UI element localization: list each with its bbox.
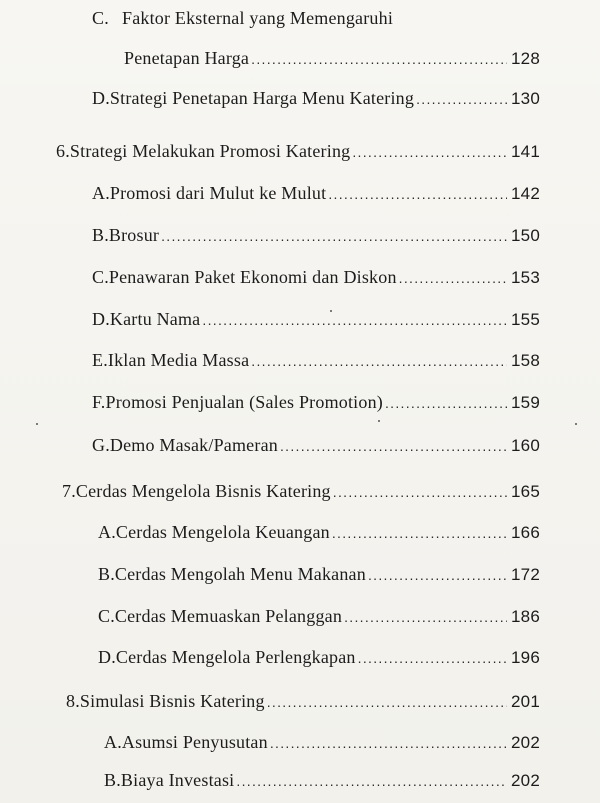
entry-marker: A.: [92, 183, 110, 203]
entry-marker: B.: [92, 225, 109, 245]
entry-page-number: 142: [511, 184, 540, 203]
entry-page-number: 160: [511, 436, 540, 455]
entry-page-number: 196: [511, 648, 540, 667]
entry-title: Asumsi Penyusutan: [121, 732, 268, 752]
scan-speck: [36, 423, 38, 425]
dot-leader: [251, 51, 507, 67]
entry-page-number: 186: [511, 607, 540, 626]
toc-entry: [98, 522, 540, 552]
chapter-number: 6.: [56, 141, 70, 161]
entry-title: Cerdas Mengolah Menu Makanan: [114, 564, 366, 584]
entry-marker: B.: [98, 564, 115, 584]
entry-marker: D.: [92, 309, 110, 329]
dot-leader: [251, 353, 507, 369]
toc-entry: [92, 309, 540, 339]
toc-entry: [98, 564, 540, 594]
entry-page-number: 150: [511, 226, 540, 245]
entry-title: Cerdas Mengelola Perlengkapan: [115, 647, 356, 667]
toc-entry: [92, 392, 540, 422]
toc-chapter: [66, 691, 540, 721]
entry-title: Penetapan Harga: [124, 48, 250, 68]
entry-title: Biaya Investasi: [120, 770, 235, 790]
entry-marker: C.: [92, 8, 109, 28]
toc-entry: [104, 732, 540, 762]
toc-entry: [92, 225, 540, 255]
chapter-title: Simulasi Bisnis Katering: [79, 691, 265, 711]
dot-leader: [333, 484, 507, 500]
dot-leader: [270, 735, 507, 751]
dot-leader: [267, 694, 507, 710]
dot-leader: [332, 525, 507, 541]
dot-leader: [358, 650, 507, 666]
entry-marker: D.: [98, 647, 116, 667]
entry-marker: E.: [92, 350, 108, 370]
entry-title: Iklan Media Massa: [107, 350, 250, 370]
toc-entry: [98, 606, 540, 636]
toc-entry: [92, 183, 540, 213]
dot-leader: [202, 312, 507, 328]
chapter-page-number: 141: [511, 142, 540, 161]
entry-page-number: 153: [511, 268, 540, 287]
entry-title: Promosi dari Mulut ke Mulut: [109, 183, 327, 203]
chapter-page-number: 201: [511, 692, 540, 711]
entry-title: Strategi Penetapan Harga Menu Katering: [109, 88, 415, 108]
toc-entry: [92, 267, 540, 297]
entry-marker: F.: [92, 392, 106, 412]
dot-leader: [328, 186, 507, 202]
toc-chapter: [62, 481, 540, 511]
entry-marker: A.: [98, 522, 116, 542]
entry-page-number: 158: [511, 351, 540, 370]
dot-leader: [399, 270, 507, 286]
entry-marker: B.: [104, 770, 121, 790]
entry-page-number: 172: [511, 565, 540, 584]
scan-speck: [378, 420, 380, 422]
dot-leader: [416, 91, 507, 107]
chapter-number: 7.: [62, 481, 76, 501]
entry-title: Cerdas Mengelola Keuangan: [115, 522, 330, 542]
entry-marker: C.: [98, 606, 115, 626]
entry-page-number: 155: [511, 310, 540, 329]
scan-speck: [575, 423, 577, 425]
dot-leader: [161, 228, 507, 244]
entry-marker: G.: [92, 435, 110, 455]
entry-marker: C.: [92, 267, 109, 287]
toc-entry: [98, 647, 540, 677]
entry-marker: A.: [104, 732, 122, 752]
entry-page-number: 130: [511, 89, 540, 108]
toc-entry: [124, 48, 540, 78]
entry-title: Promosi Penjualan (Sales Promotion): [105, 392, 383, 412]
entry-title: Faktor Eksternal yang Memengaruhi: [122, 8, 394, 28]
entry-marker: D.: [92, 88, 110, 108]
toc-entry: [104, 770, 540, 800]
chapter-title: Strategi Melakukan Promosi Katering: [69, 141, 351, 161]
entry-page-number: 202: [511, 771, 540, 790]
entry-title: Brosur: [108, 225, 160, 245]
toc-entry: [92, 88, 540, 118]
entry-page-number: 128: [511, 49, 540, 68]
entry-page-number: 166: [511, 523, 540, 542]
chapter-page-number: 165: [511, 482, 540, 501]
entry-title: Cerdas Memuaskan Pelanggan: [114, 606, 343, 626]
entry-page-number: 159: [511, 393, 540, 412]
dot-leader: [385, 395, 507, 411]
dot-leader: [368, 567, 507, 583]
toc-entry: [92, 350, 540, 380]
entry-title: Penawaran Paket Ekonomi dan Diskon: [108, 267, 397, 287]
toc-chapter: [56, 141, 540, 171]
chapter-number: 8.: [66, 691, 80, 711]
dot-leader: [344, 609, 507, 625]
dot-leader: [236, 773, 507, 789]
toc-entry: [92, 8, 542, 38]
entry-title: Demo Masak/Pameran: [109, 435, 278, 455]
entry-title: Kartu Nama: [109, 309, 201, 329]
entry-page-number: 202: [511, 733, 540, 752]
toc-entry: [92, 435, 540, 465]
dot-leader: [352, 144, 507, 160]
dot-leader: [280, 438, 507, 454]
scan-speck: [330, 310, 332, 312]
chapter-title: Cerdas Mengelola Bisnis Katering: [75, 481, 331, 501]
